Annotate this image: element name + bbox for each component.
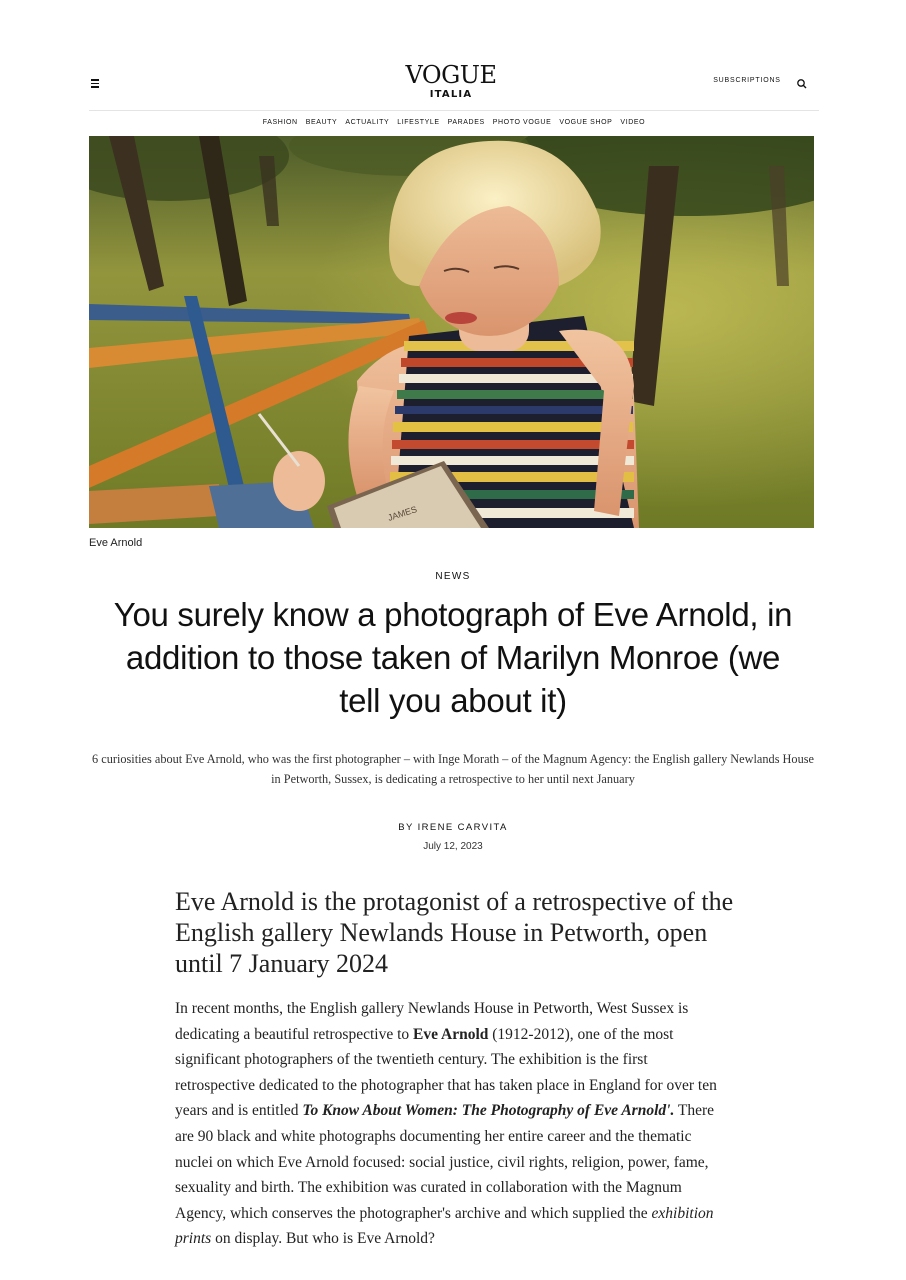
nav-fashion[interactable]: FASHION bbox=[262, 119, 298, 126]
nav-video[interactable]: VIDEO bbox=[620, 119, 646, 126]
article-subheading: Eve Arnold is the protagonist of a retrospective of the English gallery Newlands House in Petworth, open until 7 January 2024 bbox=[175, 887, 734, 978]
article-paragraph bbox=[175, 996, 731, 1252]
nav-beauty[interactable]: BEAUTY bbox=[305, 119, 338, 126]
body-exhibition-title: To Know About Women: The Photography of Eve Arnold'. bbox=[302, 1102, 675, 1120]
book-title-text: JAMES bbox=[386, 504, 419, 523]
author-link[interactable]: IRENE CARVITA bbox=[417, 822, 508, 833]
nav-vogue-shop[interactable]: VOGUE SHOP bbox=[559, 119, 613, 126]
search-button[interactable] bbox=[796, 77, 808, 89]
category-label[interactable]: NEWS bbox=[435, 571, 471, 582]
body-text-4: on display. But who is Eve Arnold? bbox=[211, 1230, 435, 1248]
nav-actuality[interactable]: ACTUALITY bbox=[345, 119, 390, 126]
nav-photo-vogue[interactable]: PHOTO VOGUE bbox=[492, 119, 552, 126]
main-nav bbox=[89, 117, 819, 129]
article-headline: You surely know a photograph of Eve Arnold, in addition to those taken of Marilyn Monroe (we tell you about it) bbox=[113, 596, 793, 719]
subscriptions-link[interactable]: SUBSCRIPTIONS bbox=[713, 77, 781, 84]
search-icon bbox=[796, 78, 808, 90]
hero-image bbox=[89, 136, 814, 528]
publish-date: July 12, 2023 bbox=[423, 841, 483, 852]
byline-prefix: BY bbox=[398, 822, 414, 833]
nav-lifestyle[interactable]: LIFESTYLE bbox=[397, 119, 440, 126]
logo-sub: ITALIA bbox=[429, 89, 473, 100]
article-dek: 6 curiosities about Eve Arnold, who was the first photographer – with Inge Morath – of the Magnum Agency: the English gallery Newlands House in Petworth, Sussex, is dedicating a retrospective to her until next January bbox=[92, 752, 814, 786]
body-text-1: In recent months, the English gallery Newlands House in Petworth, West Sussex is dedicating a beautiful retrospective to bbox=[175, 1000, 689, 1043]
body-text-3: There are 90 black and white photographs documenting her entire career and the thematic nuclei on which Eve Arnold focused: social justice, civil rights, religion, power, fame, sexuality and birth. The exhibition was curated in collaboration with the Magnum Agency, which conserves the photographer's archive and which supplied the bbox=[175, 1102, 715, 1222]
body-italic-exhibition-prints: exhibition prints bbox=[175, 1204, 714, 1248]
byline bbox=[0, 822, 906, 833]
image-caption: Eve Arnold bbox=[89, 537, 143, 549]
menu-button[interactable] bbox=[89, 76, 103, 90]
logo-main: VOGUE bbox=[405, 61, 497, 89]
nav-parades[interactable]: PARADES bbox=[447, 119, 485, 126]
header-divider bbox=[89, 110, 819, 111]
body-bold-eve-arnold: Eve Arnold bbox=[413, 1025, 489, 1043]
vogue-italia-logo[interactable] bbox=[403, 63, 499, 100]
body-text-2: (1912-2012), one of the most significant photographers of the twentieth century. The exhibition is the first retrospective dedicated to the photographer that has taken place in England for over ten years and is entitled bbox=[175, 1025, 717, 1120]
